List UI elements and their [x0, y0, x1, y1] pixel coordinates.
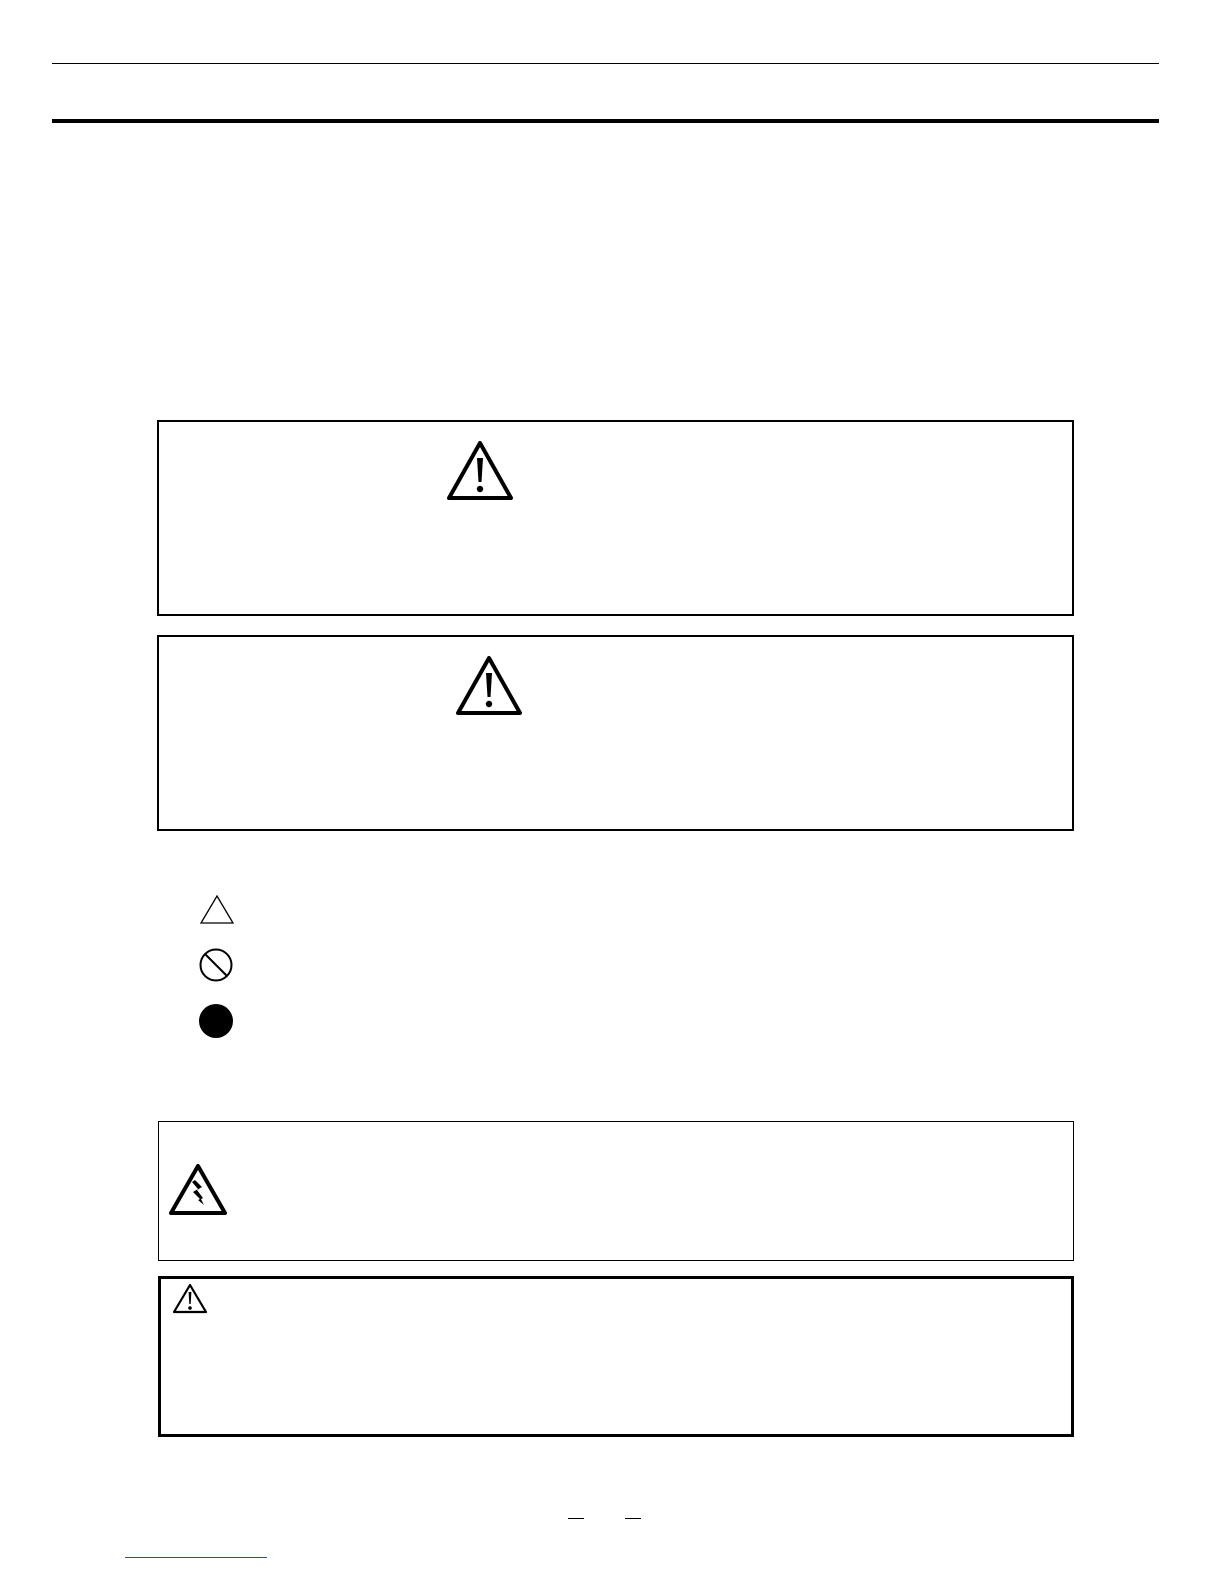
warning-box-2 — [157, 635, 1074, 831]
footer-link-underline[interactable] — [125, 1557, 267, 1558]
mandatory-filled-circle-icon — [197, 1002, 235, 1040]
header-thick-rule — [52, 119, 1159, 123]
warning-triangle-icon — [446, 440, 514, 502]
warning-triangle-icon — [455, 655, 523, 717]
page-number-dash-left — [568, 1518, 584, 1519]
header-thin-rule — [52, 63, 1159, 64]
warning-box-1 — [157, 420, 1074, 616]
warning-triangle-small-icon — [172, 1283, 208, 1315]
electric-shock-triangle-icon — [168, 1163, 228, 1217]
caution-box — [158, 1276, 1074, 1437]
prohibited-circle-icon — [198, 947, 234, 983]
caution-triangle-outline-icon — [199, 894, 235, 926]
page-number-dash-right — [625, 1518, 641, 1519]
electric-shock-box — [158, 1121, 1074, 1261]
